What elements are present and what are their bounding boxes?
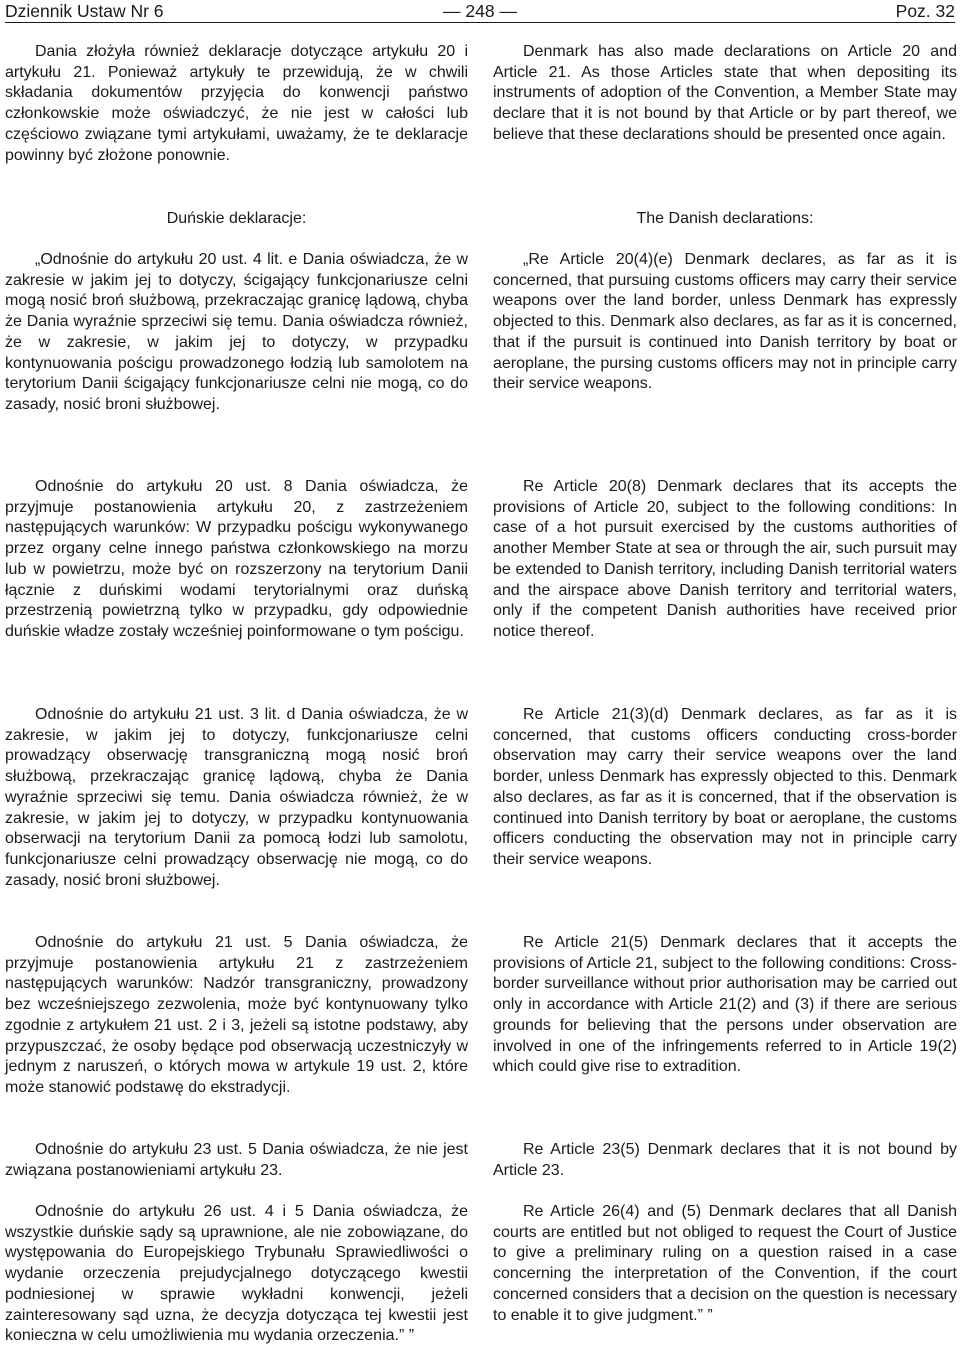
en-art21-5-paragraph: Re Article 21(5) Denmark declares that it accepts the provisions of Article 21, subject to the following conditions: Cross-border surveillance without prior authorisation may be carried out only in accordance with Article 21(2) and (3) if there are serious grounds for believing that the persons under observation are involved in one of the infringements referred to in Article 19(2) which could give rise to extradition.: [493, 934, 957, 1076]
en-declarations-heading: The Danish declarations:: [636, 210, 814, 227]
en-art23-5-paragraph: Re Article 23(5) Denmark declares that it is not bound by Article 23.: [493, 1141, 957, 1179]
page-number: — 248 —: [443, 1, 517, 21]
polish-column: [5, 42, 468, 1368]
en-art21-3d-paragraph: Re Article 21(3)(d) Denmark declares, as far as it is concerned, that customs officers conducting cross-border observation may carry their service weapons over the land border, unless Denmark has expressly objected to this. Denmark also declares, as far as it is concerned, that if the observation is continued into Danish territory by boat or aeroplane, the customs officers conducting the observation may not in principle carry their service weapons.: [493, 706, 957, 868]
pl-art26-paragraph: Odnośnie do artykułu 26 ust. 4 i 5 Dania oświadcza, że wszystkie duńskie sądy są uprawnione, ale nie zobowiązane, do występowania do Europejskiego Trybunału Sprawiedliwości o wydanie orzeczenia prejudycjalnego dotyczącego kwestii podniesionej w sprawie wykładni konwencji, jeżeli zainteresowany sąd uzna, że decyzja dotycząca tej kwestii jest konieczna w celu umożliwienia mu wydania orzeczenia.” ”: [5, 1203, 468, 1345]
pl-intro-paragraph: Dania złożyła również deklaracje dotyczące artykułu 20 i artykułu 21. Ponieważ artykuły te przewidują, że w chwili składania dokumentów przyjęcia do konwencji państwo członkowskie może oświadczyć, że nie jest w całości lub częściowo związane tymi artykułami, uważamy, że te deklaracje powinny być złożone ponownie.: [5, 43, 468, 164]
pl-art20-4e-paragraph: „Odnośnie do artykułu 20 ust. 4 lit. e Dania oświadcza, że w zakresie w jakim jej to dotyczy, ścigający funkcjonariusze celni mogą nosić broń służbową, przekraczając granicę lądową, chyba że Dania wyraźnie sprzeciwi się temu. Dania oświadcza również, że w zakresie, w jakim jej to dotyczy, w przypadku kontynuowania pościgu prowadzonego łodzią lub samolotem na terytorium Danii ścigający funkcjonariusze celni nie mogą, co do zasady, nosić broni służbowej.: [5, 251, 468, 413]
english-column: [493, 42, 957, 1368]
running-header: [5, 0, 955, 23]
journal-title: Dziennik Ustaw Nr 6: [5, 1, 164, 21]
pl-art20-8-paragraph: Odnośnie do artykułu 20 ust. 8 Dania oświadcza, że przyjmuje postanowienia artykułu 20, z zastrzeżeniem następujących warunków: W przypadku pościgu wykonywanego przez organy celne innego państwa członkowskiego na morzu lub w powietrzu, może być on rozszerzony na terytorium Danii łącznie z duńskimi wodami terytorialnymi oraz duńską przestrzenią powietrzną tylko w przypadku, gdy odpowiednie duńskie władze zostały wcześniej poinformowane o tym pościgu.: [5, 478, 468, 640]
en-art20-4e-paragraph: „Re Article 20(4)(e) Denmark declares, as far as it is concerned, that pursuing customs officers may carry their service weapons over the land border, unless Denmark has expressly objected to this. Denmark also declares, as far as it is concerned, that if the pursuit is continued into Danish territory by boat or aeroplane, the pursing customs officers may not in principle carry their service weapons.: [493, 251, 957, 393]
en-intro-paragraph: Denmark has also made declarations on Article 20 and Article 21. As those Articles state that when depositing its instruments of adoption of the Convention, a Member State may declare that it is not bound by that Article or by part thereof, we believe that these declarations should be presented once again.: [493, 43, 957, 143]
en-art20-8-paragraph: Re Article 20(8) Denmark declares that its accepts the provisions of Article 20, subject to the following conditions: In case of a hot pursuit exercised by the customs authorities of another Member State at sea or through the air, such pursuit may be extended to Danish territory, including Danish territorial waters and the airspace above Danish territory and territorial waters, only if the competent Danish authorities have received prior notice thereof.: [493, 478, 957, 640]
pl-art23-5-paragraph: Odnośnie do artykułu 23 ust. 5 Dania oświadcza, że nie jest związana postanowieniami artykułu 23.: [5, 1141, 468, 1179]
position-number: Poz. 32: [895, 1, 955, 21]
pl-art21-5-paragraph: Odnośnie do artykułu 21 ust. 5 Dania oświadcza, że przyjmuje postanowienia artykułu 21 z zastrzeżeniem następujących warunków: Nadzór transgraniczny, prowadzony bez wcześniejszego zezwolenia, może być kontynuowany tylko zgodnie z artykułem 21 ust. 2 i 3, jeżeli są istotne podstawy, aby przypuszczać, że osoby będące pod obserwacją uczestniczyły w jednym z naruszeń, o których mowa w artykule 19 ust. 2, które może stanowić podstawę do ekstradycji.: [5, 934, 468, 1096]
pl-declarations-heading: Duńskie deklaracje:: [166, 210, 307, 227]
en-art26-paragraph: Re Article 26(4) and (5) Denmark declares that all Danish courts are entitled but not obliged to request the Court of Justice to give a preliminary ruling on a question raised in a case concerning the interpretation of the Convention, if the court concerned considers that a decision on the question is necessary to enable it to give judgment.” ”: [493, 1203, 957, 1324]
pl-art21-3d-paragraph: Odnośnie do artykułu 21 ust. 3 lit. d Dania oświadcza, że w zakresie, w jakim jej to dotyczy, funkcjonariusze celni prowadzący obserwację transgraniczną mogą nosić broń służbową, przekraczając granicę lądową, chyba że Dania wyraźnie sprzeciwi się temu. Dania oświadcza również, że w zakresie, w jakim jej to dotyczy, w przypadku kontynuowania obserwacji na terytorium Danii za pomocą łodzi lub samolotu, funkcjonariusze celni prowadzący obserwację nie mogą, co do zasady, nosić broni służbowej.: [5, 706, 468, 889]
